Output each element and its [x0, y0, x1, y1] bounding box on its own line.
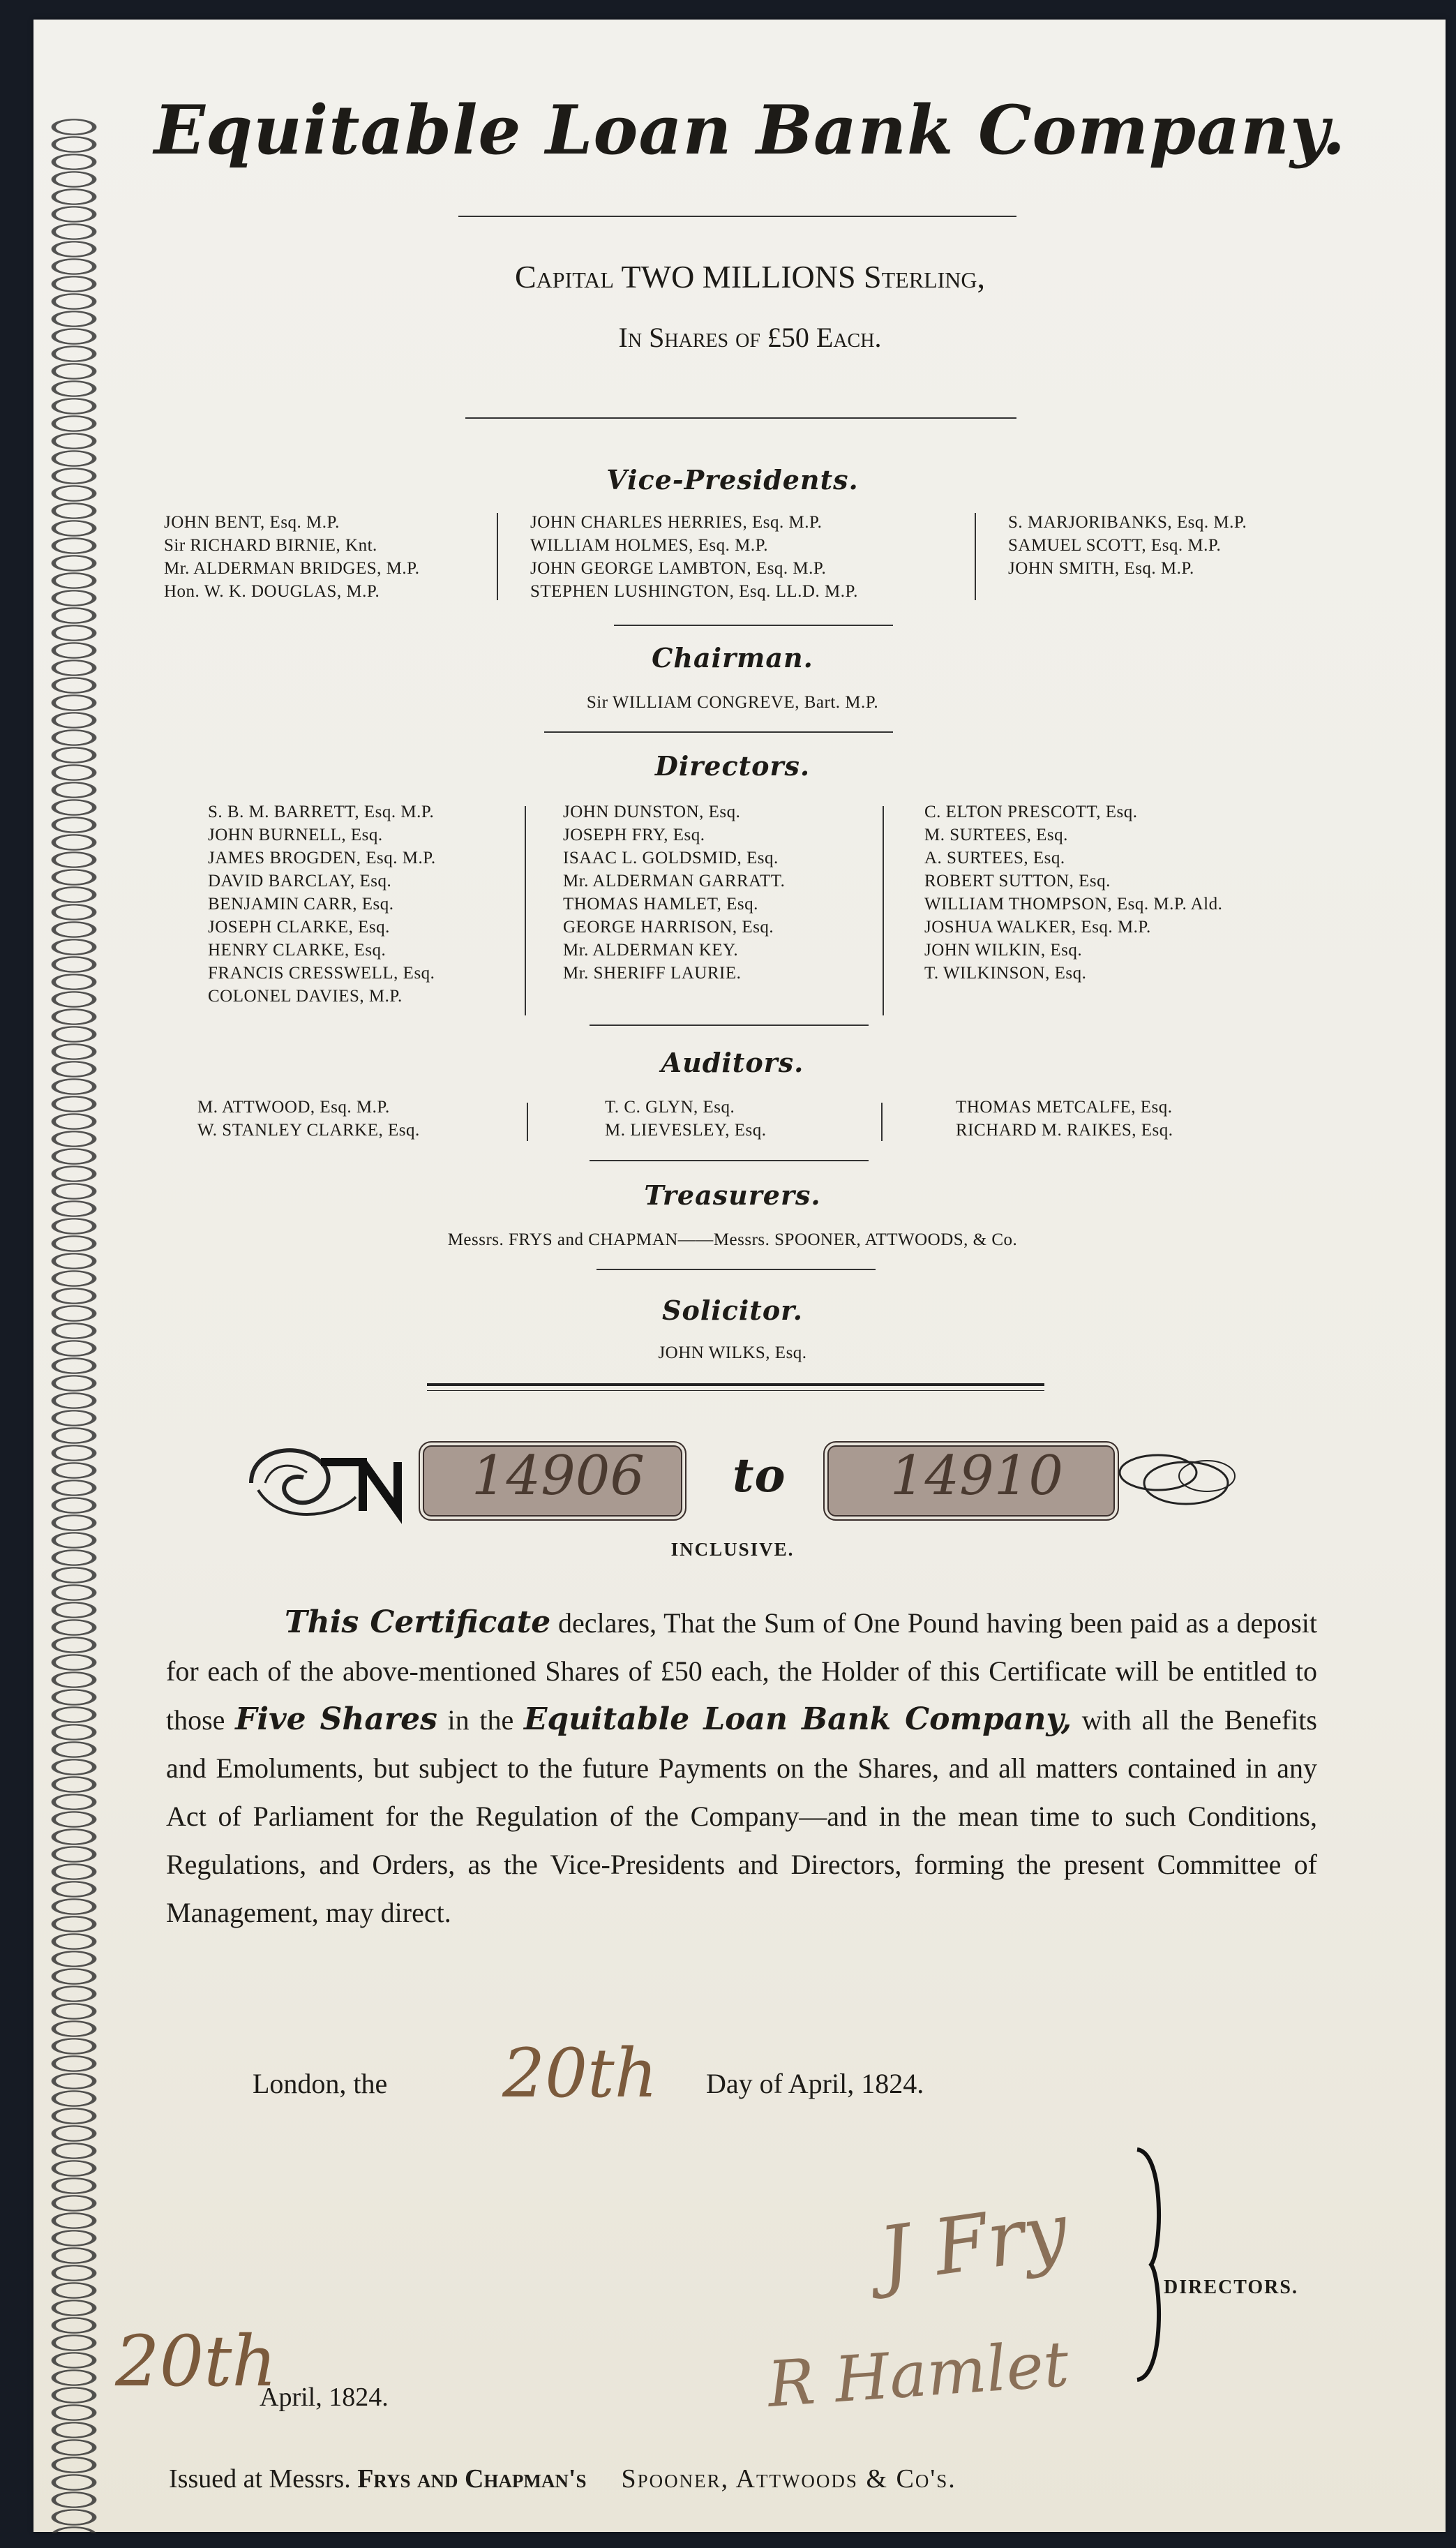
company-name-bold: Equitable Loan Bank Company,	[523, 1701, 1072, 1737]
list-item: JOHN BENT, Esq. M.P.	[164, 513, 340, 532]
list-item: ROBERT SUTTON, Esq.	[924, 872, 1111, 891]
certificate-paper	[33, 20, 1446, 2532]
divider	[544, 731, 893, 733]
list-item: T. WILKINSON, Esq.	[924, 964, 1087, 983]
list-item: M. ATTWOOD, Esq. M.P.	[197, 1098, 390, 1117]
divider	[458, 216, 1016, 217]
issue-month-year: April, 1824.	[260, 2383, 389, 2412]
flourish-ornament-right	[1109, 1434, 1242, 1525]
list-item: THOMAS METCALFE, Esq.	[956, 1098, 1173, 1117]
list-item: JOSEPH CLARKE, Esq.	[208, 918, 390, 937]
divider	[614, 625, 893, 626]
number-from: 14906	[471, 1445, 645, 1507]
perforated-edge	[33, 119, 114, 2533]
five-shares-bold: Five Shares	[235, 1701, 437, 1737]
list-item: JOSHUA WALKER, Esq. M.P.	[924, 918, 1151, 937]
list-item: JOHN WILKIN, Esq.	[924, 941, 1083, 960]
list-item: Sir WILLIAM CONGREVE, Bart. M.P.	[586, 693, 879, 712]
list-item: Messrs. FRYS and CHAPMAN——Messrs. SPOONER, ATTWOODS, & Co.	[447, 1230, 1018, 1249]
inclusive-label: INCLUSIVE.	[670, 1539, 795, 1560]
auditors-heading: Auditors.	[661, 1047, 804, 1078]
list-item: JOHN GEORGE LAMBTON, Esq. M.P.	[530, 559, 827, 578]
directors-col3	[924, 800, 1222, 985]
list-item: Hon. W. K. DOUGLAS, M.P.	[164, 582, 380, 601]
list-item: Mr. ALDERMAN KEY.	[563, 941, 739, 960]
divider	[596, 1269, 876, 1270]
column-divider	[975, 513, 976, 600]
list-item: HENRY CLARKE, Esq.	[208, 941, 386, 960]
list-item: STEPHEN LUSHINGTON, Esq. LL.D. M.P.	[530, 582, 858, 601]
directors-label: DIRECTORS.	[1164, 2277, 1298, 2298]
list-item: M. SURTEES, Esq.	[924, 826, 1068, 844]
list-item: GEORGE HARRISON, Esq.	[563, 918, 774, 937]
list-item: FRANCIS CRESSWELL, Esq.	[208, 964, 435, 983]
list-item: BENJAMIN CARR, Esq.	[208, 895, 394, 914]
directors-col1	[208, 800, 436, 1008]
list-item: JAMES BROGDEN, Esq. M.P.	[208, 849, 436, 867]
issued-frys: Frys and Chapman's	[357, 2464, 587, 2494]
column-divider	[881, 1103, 883, 1141]
list-item: JOSEPH FRY, Esq.	[563, 826, 705, 844]
list-item: C. ELTON PRESCOTT, Esq.	[924, 803, 1138, 821]
list-item: JOHN BURNELL, Esq.	[208, 826, 383, 844]
treasurers-heading: Treasurers.	[644, 1179, 821, 1211]
list-item: M. LIEVESLEY, Esq.	[605, 1121, 767, 1140]
column-divider	[527, 1103, 528, 1141]
vice-presidents-col1	[164, 511, 420, 603]
signature-hamlet: R Hamlet	[765, 2327, 1072, 2422]
vice-presidents-col2	[530, 511, 858, 603]
date-suffix: Day of April, 1824.	[706, 2068, 924, 2099]
signature-brace	[1123, 2146, 1179, 2383]
list-item: JOHN DUNSTON, Esq.	[563, 803, 741, 821]
list-item: DAVID BARCLAY, Esq.	[208, 872, 392, 891]
solicitor-name	[453, 1341, 1012, 1364]
chairman-heading: Chairman.	[652, 642, 813, 673]
list-item: THOMAS HAMLET, Esq.	[563, 895, 758, 914]
issue-handwritten-day: 20th	[115, 2320, 277, 2402]
signature-fry: J Fry	[873, 2185, 1073, 2301]
shares-line: In Shares of £50 Each.	[618, 322, 882, 353]
date-prefix: London, the	[253, 2068, 388, 2099]
number-to-word: to	[733, 1448, 786, 1503]
divider	[465, 417, 1016, 419]
list-item: COLONEL DAVIES, M.P.	[208, 987, 403, 1006]
list-item: Mr. SHERIFF LAURIE.	[563, 964, 742, 983]
list-item: WILLIAM HOLMES, Esq. M.P.	[530, 536, 768, 555]
list-item: Mr. ALDERMAN GARRATT.	[563, 872, 786, 891]
treasurers-line	[314, 1228, 1151, 1251]
divider	[590, 1160, 869, 1161]
directors-heading: Directors.	[654, 750, 811, 782]
auditors-col2	[605, 1096, 766, 1142]
column-divider	[497, 513, 498, 600]
vice-presidents-heading: Vice-Presidents.	[606, 464, 859, 496]
solicitor-heading: Solicitor.	[662, 1295, 803, 1326]
auditors-col3	[956, 1096, 1173, 1142]
column-divider	[525, 806, 526, 1015]
certificate-p2: in the	[437, 1704, 524, 1736]
certificate-text	[166, 1598, 1317, 1937]
capital-line: Capital TWO MILLIONS Sterling,	[515, 259, 985, 295]
double-rule	[427, 1383, 1044, 1386]
list-item: S. MARJORIBANKS, Esq. M.P.	[1008, 513, 1247, 532]
divider	[590, 1025, 869, 1026]
directors-col2	[563, 800, 785, 985]
double-rule	[427, 1390, 1044, 1391]
issued-spooner: Spooner, Attwoods & Co's.	[621, 2464, 956, 2494]
list-item: SAMUEL SCOTT, Esq. M.P.	[1008, 536, 1222, 555]
page-title: Equitable Loan Bank Company.	[153, 91, 1346, 170]
chairman-name	[453, 691, 1012, 714]
list-item: S. B. M. BARRETT, Esq. M.P.	[208, 803, 435, 821]
list-item: WILLIAM THOMPSON, Esq. M.P. Ald.	[924, 895, 1223, 914]
column-divider	[883, 806, 884, 1015]
number-to: 14910	[890, 1445, 1064, 1507]
list-item: A. SURTEES, Esq.	[924, 849, 1065, 867]
list-item: JOHN WILKS, Esq.	[658, 1343, 807, 1362]
list-item: JOHN SMITH, Esq. M.P.	[1008, 559, 1194, 578]
list-item: RICHARD M. RAIKES, Esq.	[956, 1121, 1173, 1140]
auditors-col1	[197, 1096, 420, 1142]
vice-presidents-col3	[1008, 511, 1247, 580]
list-item: Sir RICHARD BIRNIE, Knt.	[164, 536, 377, 555]
list-item: T. C. GLYN, Esq.	[605, 1098, 735, 1117]
list-item: Mr. ALDERMAN BRIDGES, M.P.	[164, 559, 420, 578]
certificate-lead: This Certificate	[285, 1604, 551, 1640]
list-item: W. STANLEY CLARKE, Esq.	[197, 1121, 420, 1140]
certificate-p3: with all the Benefits and Emoluments, but subject to the future Payments on the Shares, and all matters contained in any Act of Parliament for the Regulation of the Company—and in the mean time to such Conditions, Regulations, and Orders, as the Vice-Presidents and Directors, forming the present Committee of Management, may direct.	[166, 1704, 1317, 1928]
issued-line	[169, 2464, 956, 2494]
list-item: JOHN CHARLES HERRIES, Esq. M.P.	[530, 513, 823, 532]
issued-prefix: Issued at Messrs.	[169, 2464, 358, 2494]
handwritten-day: 20th	[502, 2034, 658, 2113]
certificate-p1: declares, That the Sum of One Pound having been paid as a deposit for each of the above-mentioned Shares of £50 each, the Holder of this Certificate will be entitled to those	[166, 1607, 1317, 1736]
list-item: ISAAC L. GOLDSMID, Esq.	[563, 849, 779, 867]
